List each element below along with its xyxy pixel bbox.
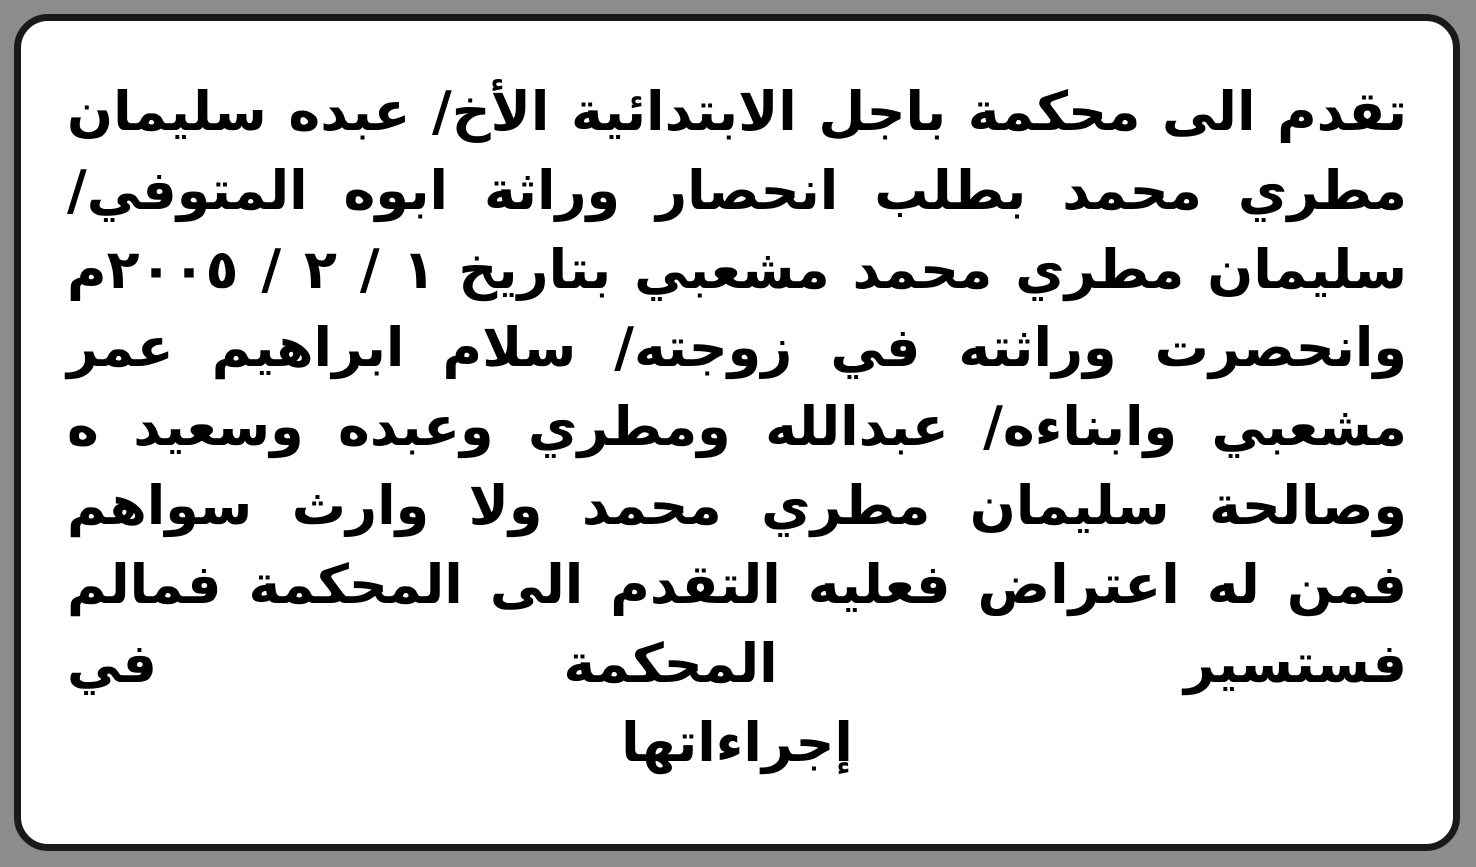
notice-body-text: تقدم الى محكمة باجل الابتدائية الأخ/ عبده سليمان مطري محمد بطلب انحصار وراثة ابوه المتوفي/ سليمان مطري محمد مشعبي بتاريخ ١ / ٢ / ٢٠٠٥م وانحصرت وراثته في زوجته/ سلام ابراهيم عمر مشعبي وابناءه/ عبدالله ومطري وعبده وسعيد ه وصالحة سليمان مطري محمد ولا وارث سواهم فمن له اعتراض فعليه التقدم الى المحكمة فمالم فستسير المحكمة في <box>67 80 1407 695</box>
notice-text <box>67 73 1407 826</box>
notice-tail-text: إجراءاتها <box>621 710 853 774</box>
notice-card <box>14 14 1460 851</box>
